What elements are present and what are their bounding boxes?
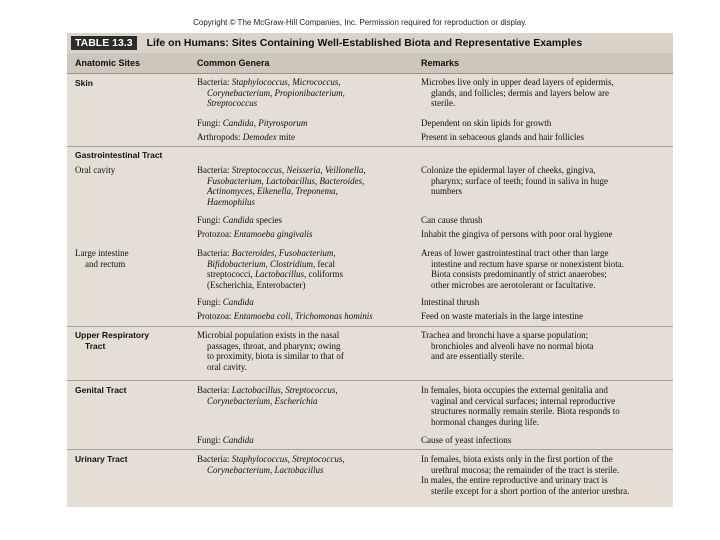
oral-protozoa: Protozoa: Entamoeba gingivalis [197,229,313,239]
genital-bacteria-remark: In females, biota occupies the external genitalia and vaginal and cervical surfaces; internal reproductive structures normally remain sterile. Biota responds to hormonal changes during life. [421,385,620,427]
oral-bacteria: Bacteria: Streptococcus, Neisseria, Veillonella, Fusobacterium, Lactobacillus, Bacteroides, Actinomyces, Eikenella, Treponema, Haemophilus [197,165,366,207]
row-divider [67,326,673,327]
site-large-intestine: Large intestine and rectum [75,248,129,269]
table-header-row [67,53,673,74]
skin-arthropods-remark: Present in sebaceous glands and hair follicles [421,132,584,142]
skin-fungi: Fungi: Candida, Pityrosporum [197,118,308,128]
large-intestine-bacteria: Bacteria: Bacteroides, Fusobacterium, Bifidobacterium, Clostridium, fecal streptococci, Lactobacillus, coliforms (Escherichia, Enterobacter) [197,248,343,290]
large-intestine-fungi: Fungi: Candida [197,297,254,307]
table-title: Life on Humans: Sites Containing Well-Established Biota and Representative Examples [146,37,583,49]
header-common-genera: Common Genera [197,58,270,68]
oral-fungi: Fungi: Candida species [197,215,283,225]
site-oral-cavity: Oral cavity [75,165,116,175]
large-intestine-protozoa-remark: Feed on waste materials in the large intestine [421,311,584,321]
header-remarks: Remarks [421,58,460,68]
row-divider [67,146,673,147]
skin-arthropods: Arthropods: Demodex mite [197,132,295,142]
row-divider [67,380,673,381]
respiratory-genera: Microbial population exists in the nasal passages, throat, and pharynx; owing to proximity, biota is similar to that of oral cavity. [197,330,344,372]
respiratory-remark: Trachea and bronchi have a sparse population; bronchioles and alveoli have no normal biota and are essentially sterile. [421,330,594,362]
skin-bacteria: Bacteria: Staphylococcus, Micrococcus, Corynebacterium, Propionibacterium, Streptococcus [197,77,345,109]
skin-fungi-remark: Dependent on skin lipids for growth [421,118,552,128]
skin-bacteria-remark: Microbes live only in upper dead layers of epidermis, glands, and follicles; dermis and layers below are sterile. [421,77,614,109]
genital-fungi-remark: Cause of yeast infections [421,435,512,445]
category-gastrointestinal: Gastrointestinal Tract [75,150,163,160]
large-intestine-fungi-remark: Intestinal thrush [421,297,480,307]
table-panel [67,33,673,507]
site-urinary-tract: Urinary Tract [75,454,128,464]
oral-fungi-remark: Can cause thrush [421,215,483,225]
table-title-bar [67,33,673,53]
large-intestine-protozoa: Protozoa: Entamoeba coli, Trichomonas hominis [197,311,373,321]
genital-bacteria: Bacteria: Lactobacillus, Streptococcus, Corynebacterium, Escherichia [197,385,338,406]
oral-protozoa-remark: Inhabit the gingiva of persons with poor oral hygiene [421,229,613,239]
oral-bacteria-remark: Colonize the epidermal layer of cheeks, gingiva, pharynx; surface of teeth; found in saliva in huge numbers [421,165,608,197]
genital-fungi: Fungi: Candida [197,435,254,445]
large-intestine-bacteria-remark: Areas of lower gastrointestinal tract other than large intestine and rectum have sparse or nonexistent biota. Biota consists predominantly of strict anaerobes; other microbes are aerotolerant or facultative. [421,248,624,290]
table-number: TABLE 13.3 [71,36,137,50]
site-genital-tract: Genital Tract [75,385,127,395]
row-divider [67,449,673,450]
urinary-remark: In females, biota exists only in the first portion of the urethral mucosa; the remainder of the tract is sterile. In males, the entire reproductive and urinary tract is sterile except for a short portion of the anterior urethra. [421,454,630,496]
header-anatomic-sites: Anatomic Sites [75,58,141,68]
urinary-bacteria: Bacteria: Staphylococcus, Streptococcus, Corynebacterium, Lactobacillus [197,454,345,475]
site-skin: Skin [75,78,93,88]
copyright-notice: Copyright © The McGraw-Hill Companies, Inc. Permission required for reproduction or display. [193,18,527,27]
site-upper-respiratory: Upper Respiratory Tract [75,330,150,351]
